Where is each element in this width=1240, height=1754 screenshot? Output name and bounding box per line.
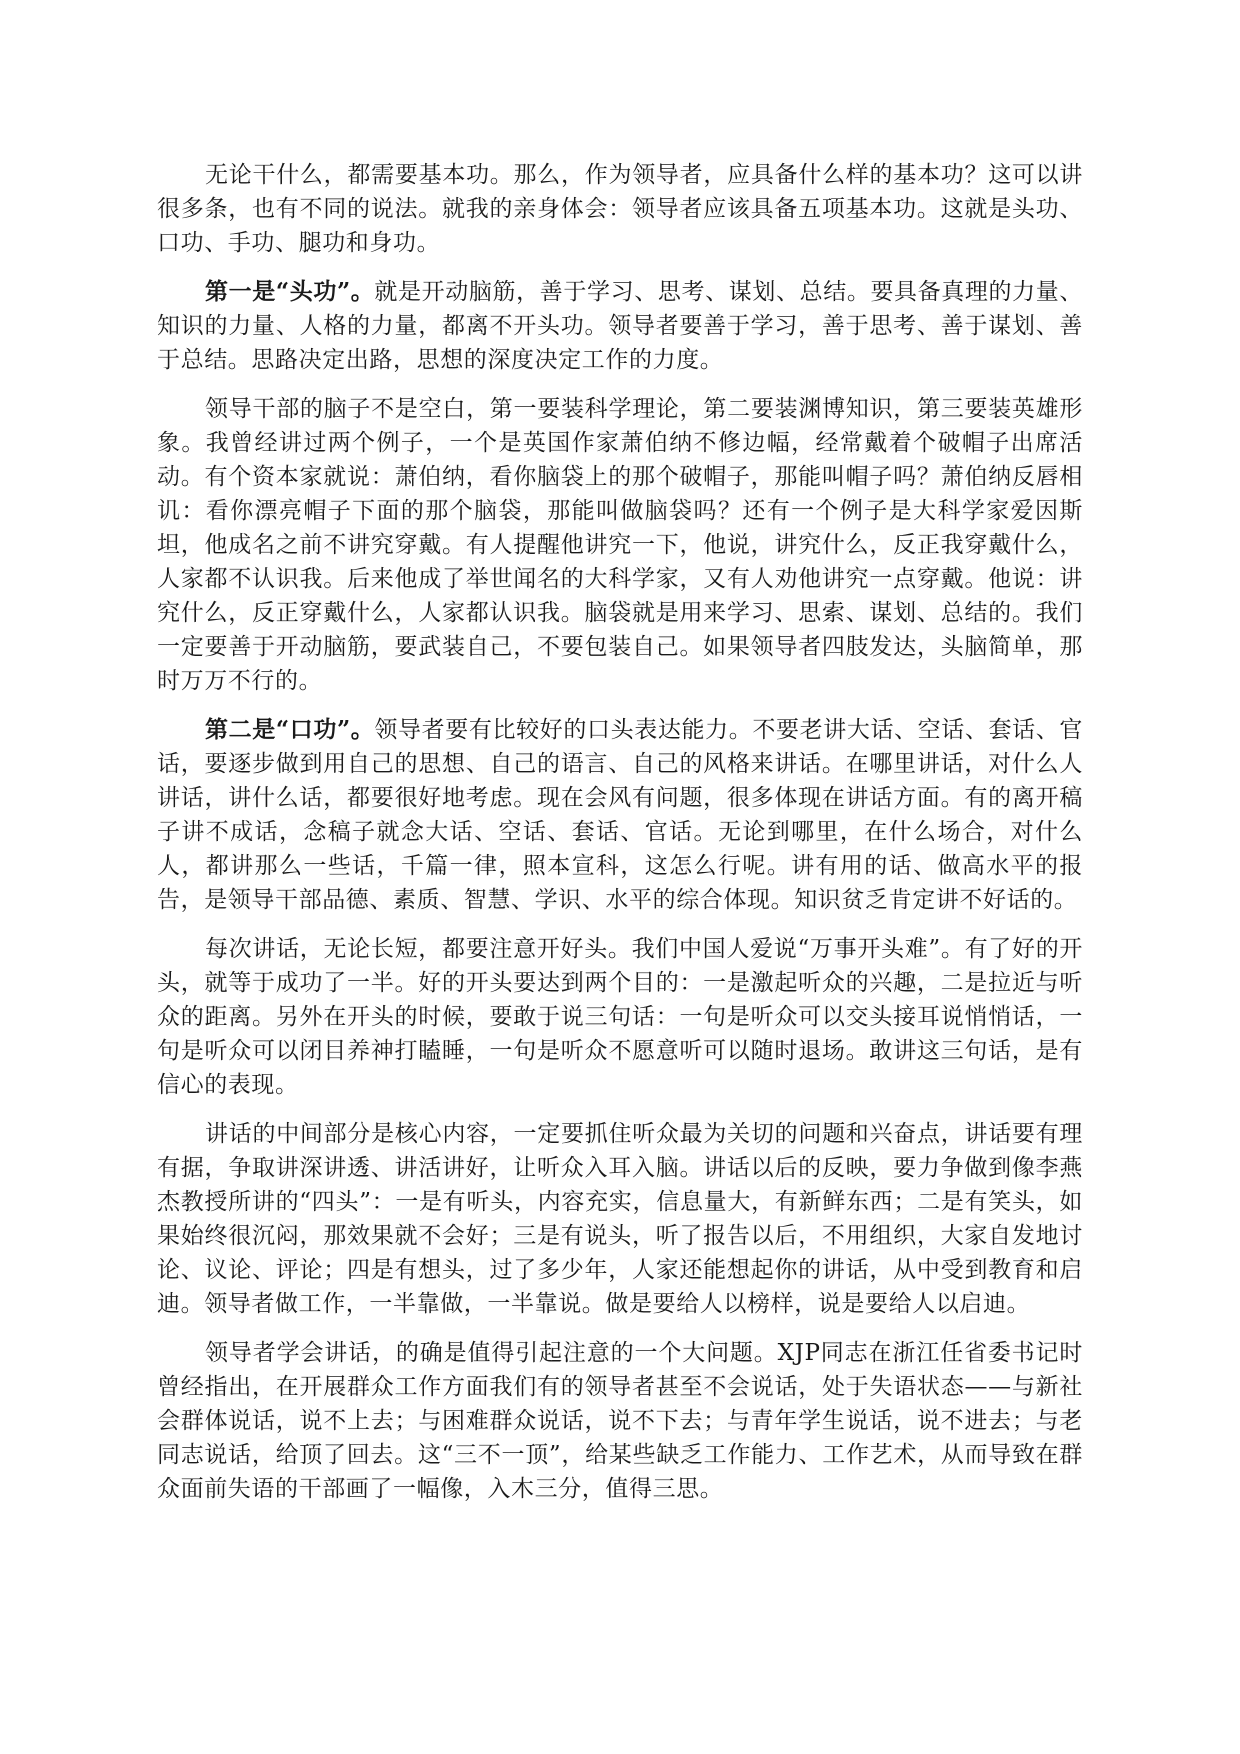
paragraph-lead: 第二是“口功”。 (205, 716, 375, 743)
document-page (157, 158, 1083, 1521)
paragraph-text: 领导者学会讲话，的确是值得引起注意的一个大问题。XJP同志在浙江任省委书记时曾经指出，在开展群众工作方面我们有的领导者甚至不会说话，处于失语状态——与新社会群体说话，说不上去；与困难群众说话，说不下去；与青年学生说话，说不进去；与老同志说话，给顶了回去。这“三不一顶”，给某些缺乏工作能力、工作艺术，从而导致在群众面前失语的干部画了一幅像，入木三分，值得三思。 (157, 1340, 1083, 1502)
paragraph-head-skill (157, 275, 1083, 377)
paragraph-text: 每次讲话，无论长短，都要注意开好头。我们中国人爱说“万事开头难”。有了好的开头，就等于成功了一半。好的开头要达到两个目的：一是激起听众的兴趣，二是拉近与听众的距离。另外在开头的时候，要敢于说三句话：一句是听众可以交头接耳说悄悄话，一句是听众可以闭目养神打瞌睡，一句是听众不愿意听可以随时退场。敢讲这三句话，是有信心的表现。 (157, 936, 1083, 1098)
paragraph-text: 领导者要有比较好的口头表达能力。不要老讲大话、空话、套话、官话，要逐步做到用自己的思想、自己的语言、自己的风格来讲话。在哪里讲话，对什么人讲话，讲什么话，都要很好地考虑。现在会风有问题，很多体现在讲话方面。有的离开稿子讲不成话，念稿子就念大话、空话、套话、官话。无论到哪里，在什么场合，对什么人，都讲那么一些话，千篇一律，照本宣科，这怎么行呢。讲有用的话、做高水平的报告，是领导干部品德、素质、智慧、学识、水平的综合体现。知识贫乏肯定讲不好话的。 (157, 717, 1083, 913)
paragraph-core-content (157, 1117, 1083, 1321)
paragraph-intro (157, 158, 1083, 260)
paragraph-text: 就是开动脑筋，善于学习、思考、谋划、总结。要具备真理的力量、知识的力量、人格的力量，都离不开头功。领导者要善于学习，善于思考、善于谋划、善于总结。思路决定出路，思想的深度决定工作的力度。 (157, 279, 1083, 373)
paragraph-text: 领导干部的脑子不是空白，第一要装科学理论，第二要装渊博知识，第三要装英雄形象。我曾经讲过两个例子，一个是英国作家萧伯纳不修边幅，经常戴着个破帽子出席活动。有个资本家就说：萧伯纳，看你脑袋上的那个破帽子，那能叫帽子吗？萧伯纳反唇相讥：看你漂亮帽子下面的那个脑袋，那能叫做脑袋吗？还有一个例子是大科学家爱因斯坦，他成名之前不讲究穿戴。有人提醒他讲究一下，他说，讲究什么，反正我穿戴什么，人家都不认识我。后来他成了举世闻名的大科学家，又有人劝他讲究一点穿戴。他说：讲究什么，反正穿戴什么，人家都认识我。脑袋就是用来学习、思索、谋划、总结的。我们一定要善于开动脑筋，要武装自己，不要包装自己。如果领导者四肢发达，头脑简单，那时万万不行的。 (157, 396, 1083, 694)
paragraph-lead: 第一是“头功”。 (205, 278, 375, 305)
paragraph-text: 无论干什么，都需要基本功。那么，作为领导者，应具备什么样的基本功？这可以讲很多条，也有不同的说法。就我的亲身体会：领导者应该具备五项基本功。这就是头功、口功、手功、腿功和身功。 (157, 162, 1083, 256)
paragraph-text: 讲话的中间部分是核心内容，一定要抓住听众最为关切的问题和兴奋点，讲话要有理有据，争取讲深讲透、讲活讲好，让听众入耳入脑。讲话以后的反映，要力争做到像李燕杰教授所讲的“四头”：一是有听头，内容充实，信息量大，有新鲜东西；二是有笑头，如果始终很沉闷，那效果就不会好；三是有说头，听了报告以后，不用组织，大家自发地讨论、议论、评论；四是有想头，过了多少年，人家还能想起你的讲话，从中受到教育和启迪。领导者做工作，一半靠做，一半靠说。做是要给人以榜样，说是要给人以启迪。 (157, 1121, 1083, 1317)
paragraph-opening (157, 932, 1083, 1102)
paragraph-brain-examples (157, 392, 1083, 698)
paragraph-learning-to-speak (157, 1336, 1083, 1506)
paragraph-mouth-skill (157, 713, 1083, 917)
